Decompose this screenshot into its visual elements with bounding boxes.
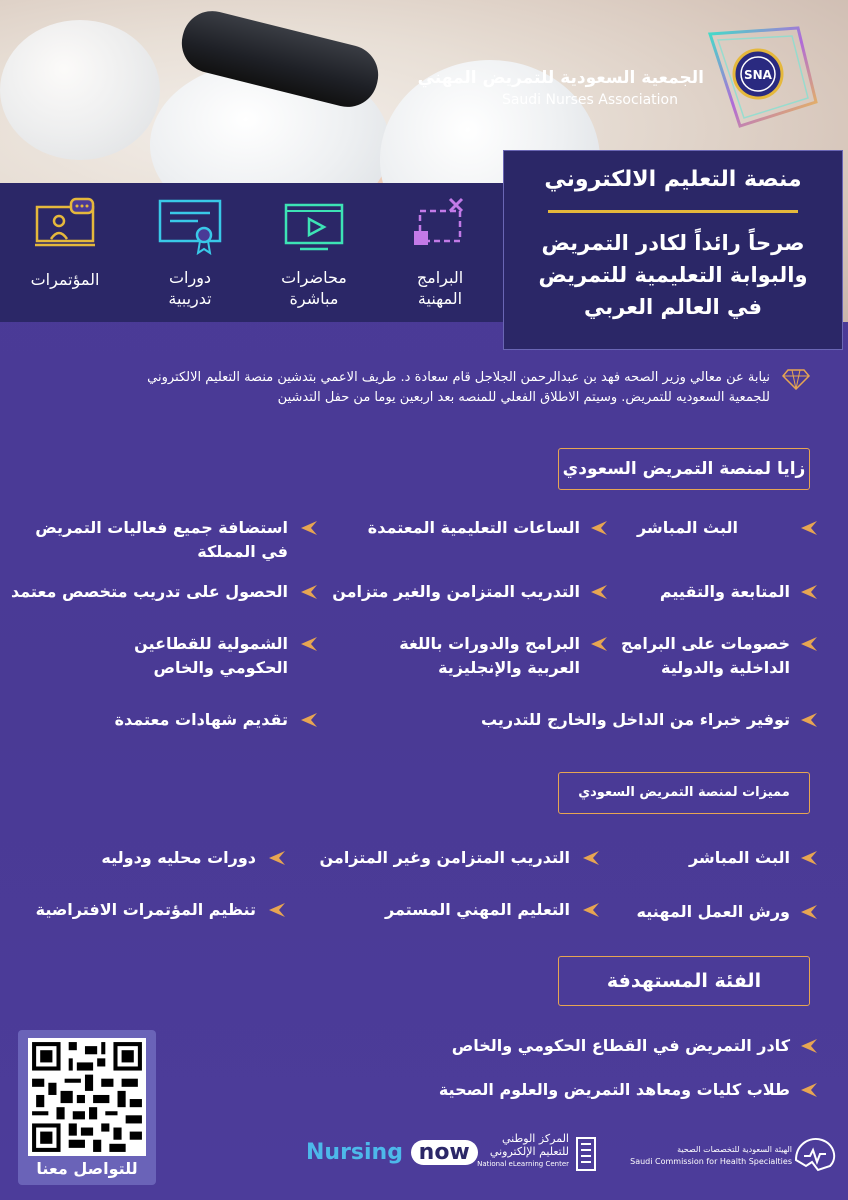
feature-item: التدريب المتزامن والغير متزامن	[332, 582, 580, 601]
logo-text: SNA	[744, 68, 772, 82]
section-advantages-title: مميزات لمنصة التمريض السعودي	[558, 772, 810, 814]
icon-live-lectures	[264, 197, 364, 309]
scfhs-emblem-icon	[792, 1132, 840, 1172]
nursing-word: Nursing	[306, 1140, 403, 1165]
icon-label-line2: المهنية	[417, 289, 463, 308]
scfhs-name-en: Saudi Commission for Health Specialties	[630, 1157, 792, 1166]
arrow-icon	[268, 902, 286, 918]
scfhs-logo	[592, 1132, 792, 1168]
feature-line1: خصومات على البرامج	[620, 634, 790, 653]
icon-label-line2: مباشرة	[289, 289, 339, 308]
icon-label-line1: دورات	[168, 268, 212, 287]
feature-item	[380, 632, 580, 680]
conference-icon	[33, 197, 97, 255]
arrow-icon	[800, 904, 818, 920]
arrow-icon	[300, 712, 318, 728]
icon-professional-programs	[390, 197, 490, 309]
org-name-en: Saudi Nurses Association	[501, 92, 678, 108]
nelc-logo	[452, 1132, 597, 1171]
feature-item	[590, 632, 790, 680]
arrow-icon	[582, 902, 600, 918]
nelc-name-ar2: للتعليم الإلكتروني	[489, 1145, 569, 1158]
headline-line2: والبوابة التعليمية للتمريض	[538, 263, 808, 287]
intro-line1: نيابة عن معالي وزير الصحه فهد بن عبدالرحمن الجلاجل قام سعادة د. طريف الاعمي بتدشين منصة التعليم الالكتروني	[147, 370, 770, 385]
qr-panel	[18, 1030, 156, 1185]
section-features-title: زايا لمنصة التمريض السعودي	[558, 448, 810, 490]
advantage-item: التدريب المتزامن وغير المتزامن	[319, 848, 570, 867]
feature-line1: البرامج والدورات باللغة	[399, 634, 580, 653]
arrow-icon	[590, 584, 608, 600]
section-target-title: الفئة المستهدفة	[558, 956, 810, 1006]
feature-item: البث المباشر	[637, 518, 738, 537]
feature-line1: استضافة جميع فعاليات التمريض	[35, 518, 288, 537]
target-item: كادر التمريض في القطاع الحكومي والخاص	[451, 1036, 790, 1055]
nelc-name-ar1: المركز الوطني	[502, 1132, 569, 1145]
now-word: now	[411, 1140, 478, 1165]
arrow-icon	[800, 850, 818, 866]
platform-title: منصة التعليم الالكتروني	[544, 167, 802, 192]
icon-label: المؤتمرات	[30, 270, 100, 289]
arrow-icon	[582, 850, 600, 866]
arrow-icon	[300, 520, 318, 536]
arrow-icon	[268, 850, 286, 866]
arrow-icon	[800, 584, 818, 600]
advantage-item: البث المباشر	[689, 848, 790, 867]
icon-label-line1: البرامج	[416, 268, 464, 287]
contact-us-label: للتواصل معنا	[36, 1159, 138, 1178]
title-box	[503, 150, 843, 350]
advantage-item: تنظيم المؤتمرات الافتراضية	[35, 900, 256, 919]
icon-conferences	[15, 197, 115, 290]
feature-line2: الحكومي والخاص	[153, 658, 288, 677]
advantage-item: ورش العمل المهنيه	[636, 902, 790, 921]
diamond-icon	[782, 368, 810, 390]
feature-item: تقديم شهادات معتمدة	[114, 710, 288, 729]
arrow-icon	[590, 520, 608, 536]
feature-line2: في المملكة	[197, 542, 288, 561]
feature-line2: العربية والإنجليزية	[438, 658, 580, 677]
arrow-icon	[800, 520, 818, 536]
intro-line2: للجمعية السعوديه للتمريض. وسيتم الاطلاق الفعلي للمنصه بعد اربعين يوما من حفل التدشين	[277, 390, 770, 405]
intro-paragraph	[10, 368, 770, 408]
icon-training-courses	[140, 197, 240, 309]
icon-label-line1: محاضرات	[281, 268, 347, 287]
arrow-icon	[300, 636, 318, 652]
feature-item: المتابعة والتقييم	[659, 582, 790, 601]
feature-item: الساعات التعليمية المعتمدة	[367, 518, 580, 537]
feature-item	[18, 516, 288, 564]
feature-line2: الداخلية والدولية	[661, 658, 790, 677]
programs-icon	[408, 197, 472, 255]
headline-line1: صرحاً رائداً لكادر التمريض	[541, 231, 805, 255]
sna-logo-icon	[700, 22, 820, 132]
title-divider	[548, 210, 798, 213]
advantage-item: دورات محليه ودوليه	[101, 848, 256, 867]
video-play-icon	[282, 197, 346, 255]
arrow-icon	[800, 1082, 818, 1098]
target-item: طلاب كليات ومعاهد التمريض والعلوم الصحية	[438, 1080, 790, 1099]
feature-item: الحصول على تدريب متخصص معتمد	[10, 582, 288, 601]
advantage-item: التعليم المهني المستمر	[384, 900, 570, 919]
nelc-name-en: National eLearning Center	[477, 1160, 569, 1168]
arrow-icon	[590, 636, 608, 652]
qr-code-icon[interactable]	[28, 1038, 146, 1156]
arrow-icon	[800, 1038, 818, 1054]
feature-item	[88, 632, 288, 680]
feature-item: توفير خبراء من الداخل والخارج للتدريب	[480, 710, 790, 729]
certificate-icon	[158, 197, 222, 255]
arrow-icon	[300, 584, 318, 600]
org-name-ar: الجمعية السعودية للتمريض المهني	[417, 68, 704, 88]
arrow-icon	[800, 636, 818, 652]
headline-line3: في العالم العربي	[584, 295, 762, 319]
feature-line1: الشمولية للقطاعين	[134, 634, 288, 653]
scfhs-name-ar: الهيئة السعودية للتخصصات الصحية	[677, 1145, 792, 1154]
icon-label-line2: تدريبية	[168, 289, 212, 308]
arrow-icon	[800, 712, 818, 728]
